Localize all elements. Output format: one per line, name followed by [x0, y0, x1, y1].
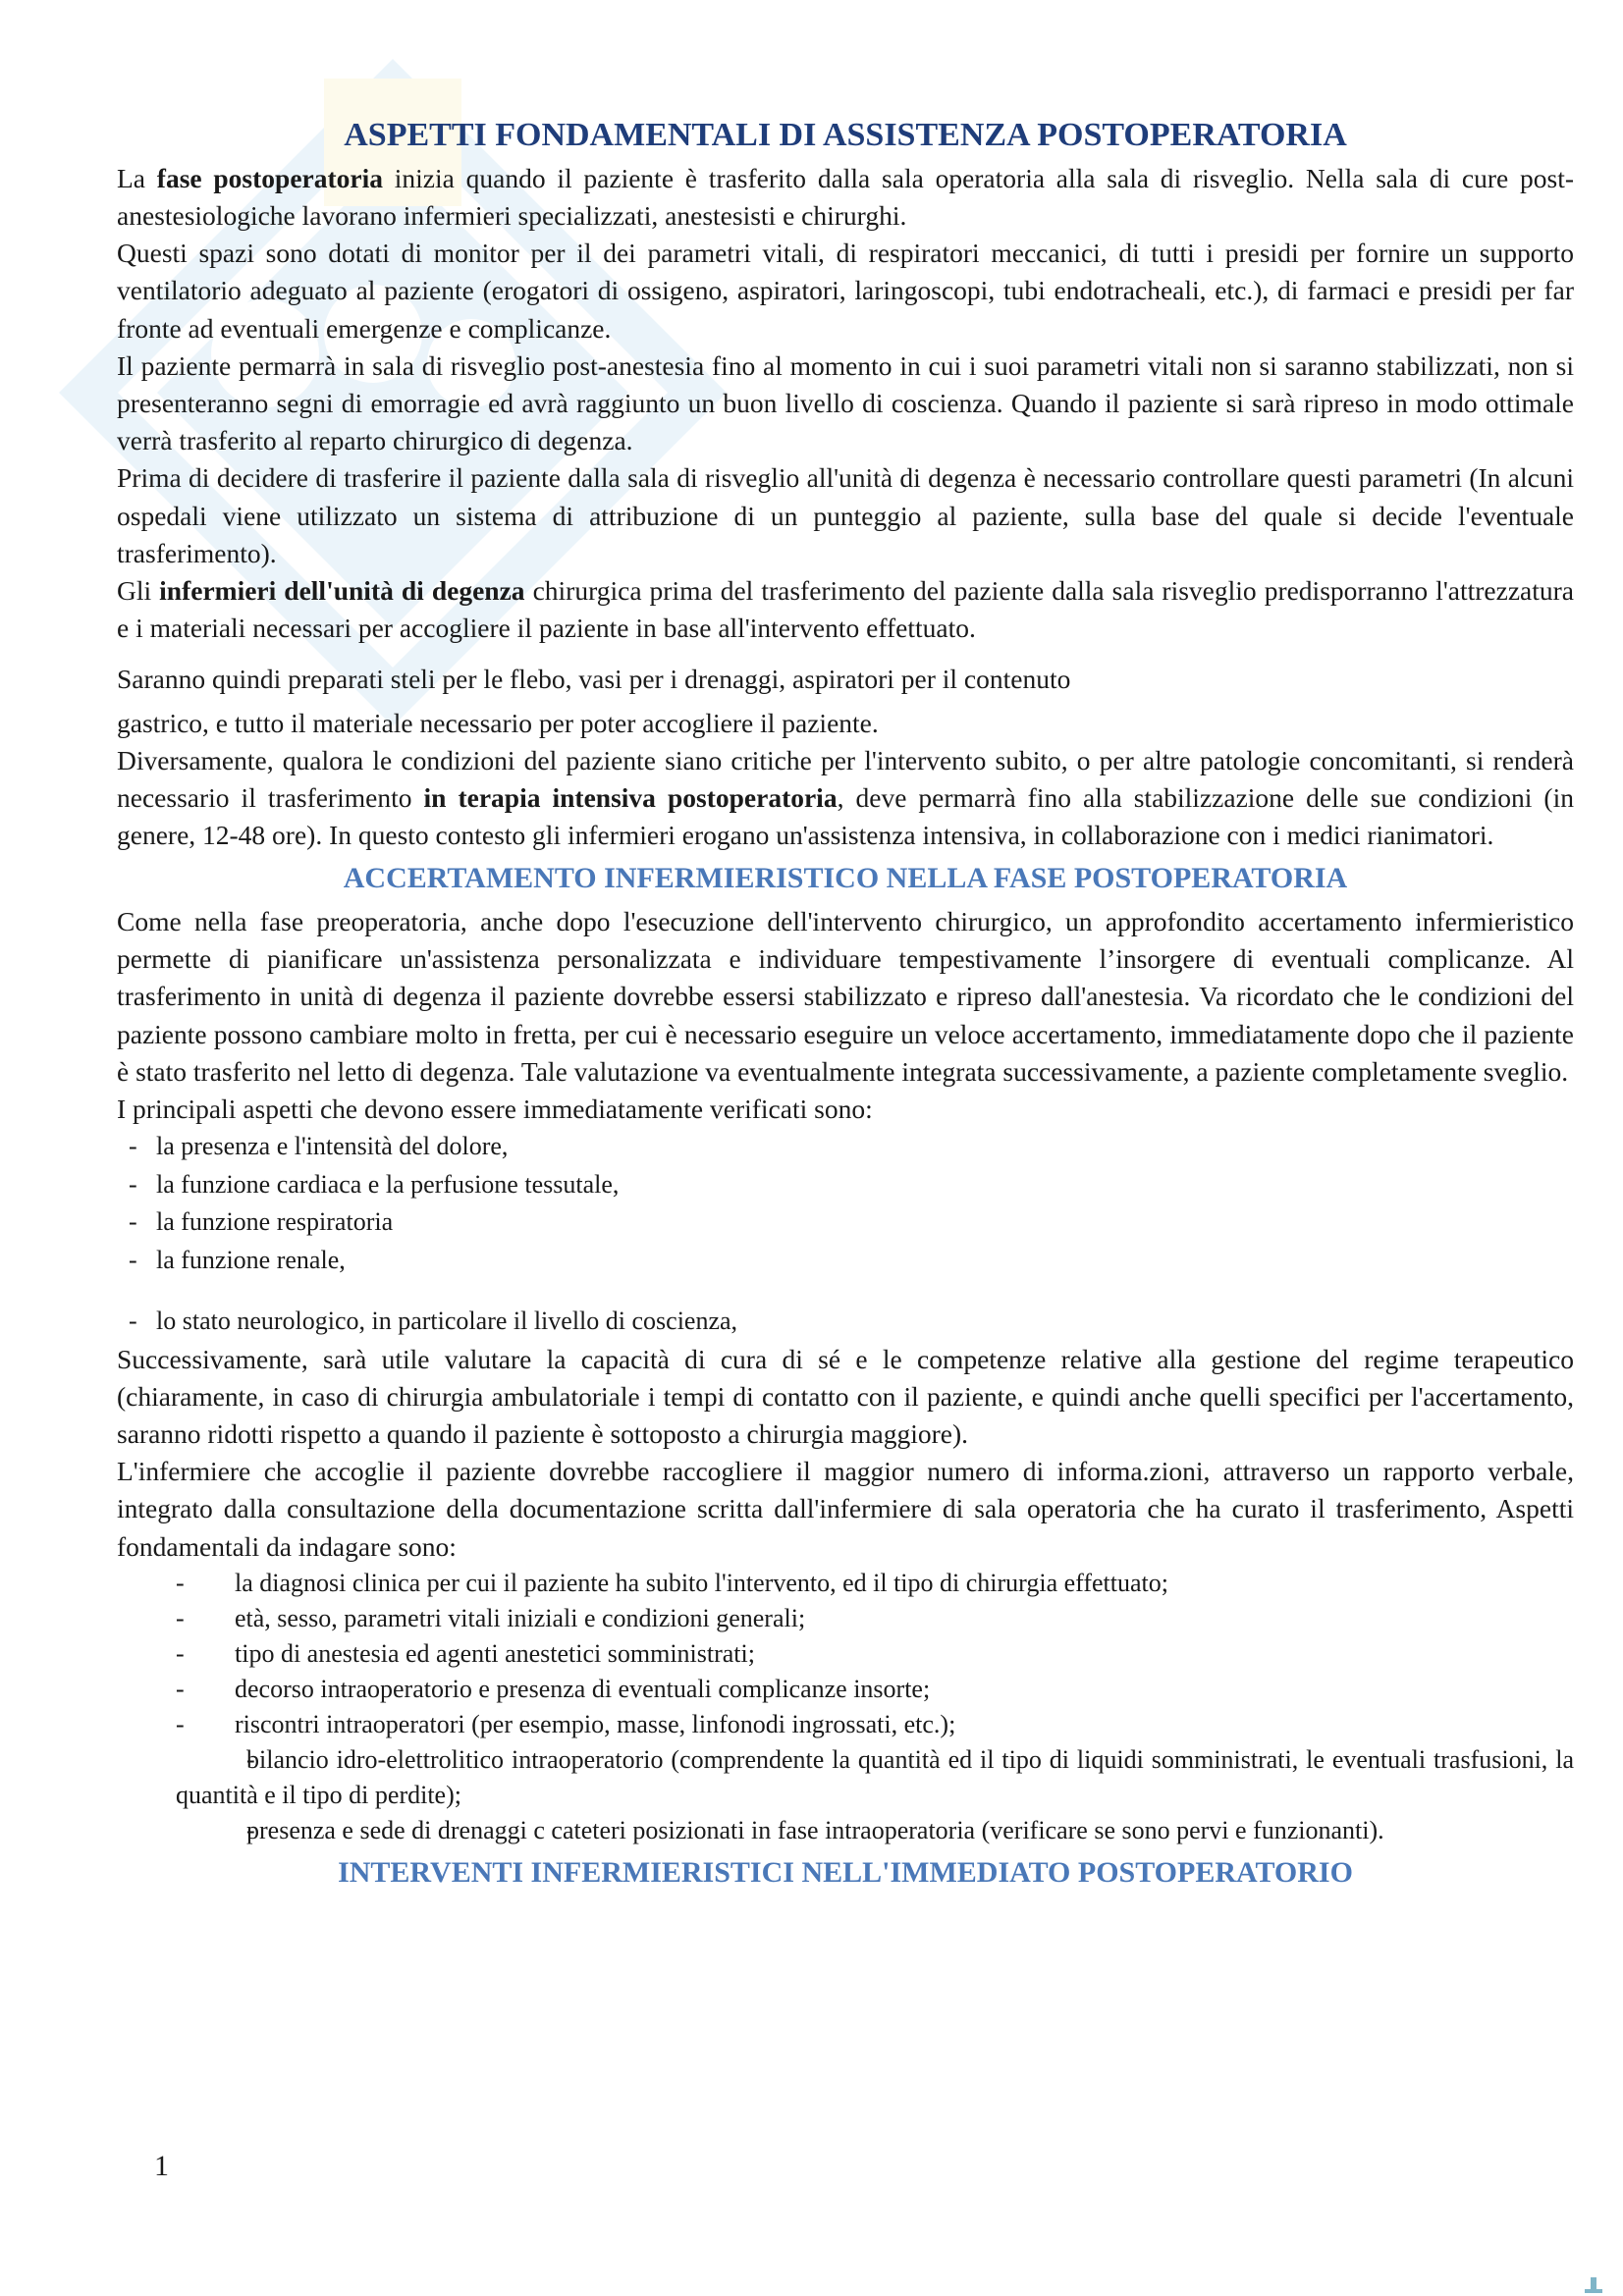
- page-number: 1: [154, 2150, 169, 2182]
- list-item: - la diagnosi clinica per cui il paziente ha subito l'intervento, ed il tipo di chirurgia effettuato;: [176, 1566, 1574, 1601]
- list-item: - la funzione cardiaca e la perfusione tessutale,: [117, 1166, 1574, 1204]
- intro-paragraph-5: [117, 572, 1574, 647]
- list-item: - età, sesso, parametri vitali iniziali e condizioni generali;: [176, 1601, 1574, 1636]
- section1-paragraph-3: Successivamente, sarà utile valutare la capacità di cura di sé e le competenze relative alla gestione del regime terapeutico (chiaramente, in caso di chirurgia ambulatoriale i tempi di contatto con il paziente, e quindi anche quelli specifici per l'accertamento, saranno ridotti rispetto a quando il paziente è sottoposto a chirurgia maggiore).: [117, 1343, 1574, 1450]
- intro-p5-bold: infermieri dell'unità di degenza: [159, 575, 525, 607]
- list-item: - la funzione respiratoria: [117, 1203, 1574, 1242]
- document-page: [117, 116, 1574, 1896]
- section-heading-accertamento: ACCERTAMENTO INFERMIERISTICO NELLA FASE POSTOPERATORIA: [343, 862, 1348, 895]
- intro-paragraph-4: Prima di decidere di trasferire il paziente dalla sala di risveglio all'unità di degenza è necessario controllare questi parametri (In alcuni ospedali viene utilizzato un sistema di attribuzione di un punteggio al paziente, sulla base del quale si decide l'eventuale trasferimento).: [117, 462, 1574, 568]
- document-title: ASPETTI FONDAMENTALI DI ASSISTENZA POSTOPERATORIA: [344, 117, 1347, 153]
- list-item: - riscontri intraoperatori (per esempio, masse, linfonodi ingrossati, etc.);: [176, 1707, 1574, 1742]
- intro-paragraph-6a: Saranno quindi preparati steli per le flebo, vasi per i drenaggi, aspiratori per il contenuto: [117, 664, 1071, 695]
- section1-paragraph-2: I principali aspetti che devono essere immediatamente verificati sono:: [117, 1093, 873, 1124]
- list-item: - presenza e sede di drenaggi c cateteri posizionati in fase intraoperatoria (verificare se sono pervi e funzionanti).: [176, 1813, 1574, 1848]
- list-item: - la presenza e l'intensità del dolore,: [117, 1128, 1574, 1166]
- intro-paragraph-6b: gastrico, e tutto il materiale necessario per poter accogliere il paziente.: [117, 707, 879, 738]
- verification-list: [117, 1128, 1574, 1341]
- section1-paragraph-4: L'infermiere che accoglie il paziente dovrebbe raccogliere il maggior numero di informa.zioni, attraverso un rapporto verbale, integrato dalla consultazione della documentazione scritta dall'infermiere di sala operatoria che ha curato il trasferimento, Aspetti fondamentali da indagare sono:: [117, 1456, 1574, 1562]
- list-item: - bilancio idro-elettrolitico intraoperatorio (comprendente la quantità ed il tipo di liquidi somministrati, le eventuali trasfusioni, la quantità e il tipo di perdite);: [176, 1742, 1574, 1813]
- intro-paragraph-2: Questi spazi sono dotati di monitor per il dei parametri vitali, di respiratori meccanici, di tutti i presidi per fornire un supporto ventilatorio adeguato al paziente (erogatori di ossigeno, aspiratori, laringoscopi, tubi endotracheali, etc.), di farmaci e presidi per far fronte ad eventuali emergenze e complicanze.: [117, 238, 1574, 344]
- intro-paragraph-7: [117, 742, 1574, 855]
- list-item: - decorso intraoperatorio e presenza di eventuali complicanze insorte;: [176, 1672, 1574, 1707]
- intro-p5-pre: Gli: [117, 575, 160, 607]
- intro-paragraph-1: [117, 160, 1574, 235]
- intro-p7-pre: Diversamente, qualora le condizioni del paziente siano critiche per l'intervento subito, o per altre patologie concomitanti, si renderà necessario il trasferimento: [117, 744, 1574, 814]
- fundamental-aspects-list: [117, 1566, 1574, 1848]
- intro-p7-post: , deve permarrà fino alla stabilizzazione delle sue condizioni (in genere, 12-48 ore). In questo contesto gli infermieri erogano un'assistenza intensiva, in collaborazione con i medici rianimatori.: [117, 782, 1574, 851]
- section1-paragraph-1: Come nella fase preoperatoria, anche dopo l'esecuzione dell'intervento chirurgico, un approfondito accertamento infermieristico permette di pianificare un'assistenza personalizzata e individuare tempestivamente l’insorgere di eventuali complicanze. Al trasferimento in unità di degenza il paziente dovrebbe essersi stabilizzato e ripreso dall'anestesia. Va ricordato che le condizioni del paziente possono cambiare molto in fretta, per cui è necessario eseguire un veloce accertamento, immediatamente dopo che il paziente è stato trasferito nel letto di degenza. Tale valutazione va eventualmente integrata successivamente, a paziente completamente sveglio.: [117, 905, 1574, 1087]
- list-item: - tipo di anestesia ed agenti anestetici somministrati;: [176, 1636, 1574, 1672]
- section-heading-interventi: INTERVENTI INFERMIERISTICI NELL'IMMEDIATO POSTOPERATORIO: [338, 1855, 1353, 1889]
- intro-p5-post: chirurgica prima del trasferimento del paziente dalla sala risveglio predisporranno l'attrezzatura e i materiali necessari per accogliere il paziente in base all'intervento effettuato.: [117, 575, 1575, 644]
- corner-mark-icon: [1591, 2277, 1596, 2293]
- intro-paragraph-3: Il paziente permarrà in sala di risveglio post-anestesia fino al momento in cui i suoi parametri vitali non si saranno stabilizzati, non si presenteranno segni di emorragie ed avrà raggiunto un buon livello di coscienza. Quando il paziente si sarà ripreso in modo ottimale verrà trasferito al reparto chirurgico di degenza.: [117, 349, 1574, 456]
- list-item: - la funzione renale,: [117, 1242, 1574, 1280]
- intro-p1-post: inizia quando il paziente è trasferito dalla sala operatoria alla sala di risveglio. Nella sala di cure post-anestesiologiche lavorano infermieri specializzati, anestesisti e chirurghi.: [117, 162, 1574, 231]
- intro-p1-pre: La: [117, 162, 157, 193]
- intro-p1-bold: fase postoperatoria: [156, 162, 383, 193]
- intro-p7-bold: in terapia intensiva postoperatoria: [423, 782, 838, 814]
- list-item: - lo stato neurologico, in particolare il livello di coscienza,: [117, 1303, 1574, 1341]
